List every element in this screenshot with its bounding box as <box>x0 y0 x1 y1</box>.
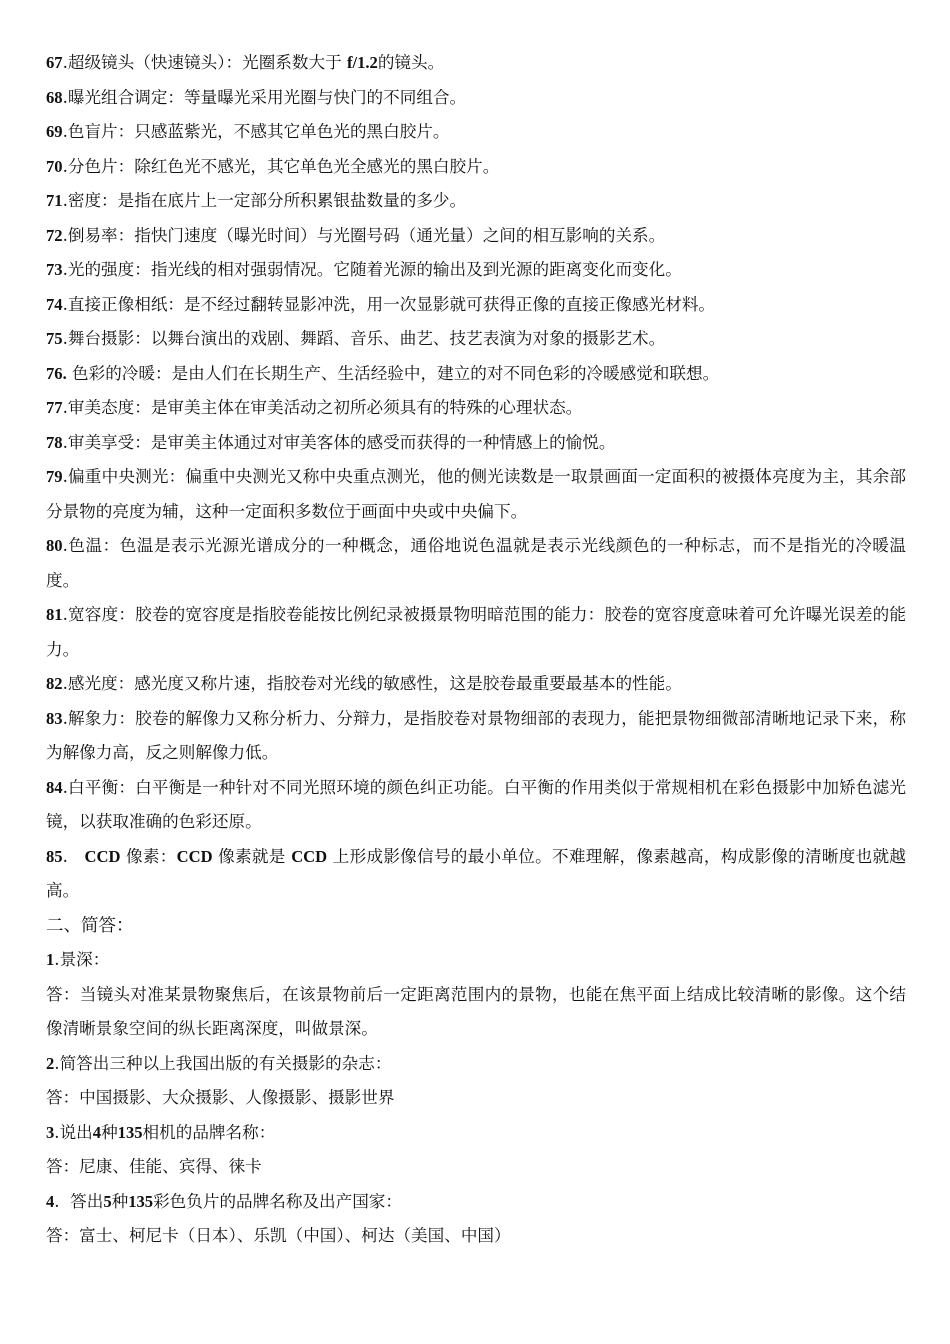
term-text: 感光度：感光度又称片速，指胶卷对光线的敏感性，这是胶卷最重要最基本的性能。 <box>67 674 682 693</box>
term-number: 68 <box>46 87 63 107</box>
term-79: 79.偏重中央测光：偏重中央测光又称中央重点测光，他的侧光读数是一取景画面一定面积的被摄体亮度为主，其余部分景物的亮度为辅，这种一定面积多数位于画面中央或中央偏下。 <box>46 467 906 521</box>
term-text: 白平衡：白平衡是一种针对不同光照环境的颜色纠正功能。白平衡的作用类似于常规相机在彩色摄影中加矫色滤光镜，以获取准确的色彩还原。 <box>46 777 906 831</box>
aperture-value: f/1.2 <box>346 53 378 72</box>
term-number: 71 <box>46 191 63 210</box>
question-number: 3 <box>46 1122 55 1142</box>
term-text: 曝光组合调定：等量曝光采用光圈与快门的不同组合。 <box>67 87 467 107</box>
term-number: 80 <box>46 536 63 555</box>
question-text: 景深： <box>59 950 110 969</box>
term-text: 密度：是指在底片上一定部分所积累银盐数量的多少。 <box>67 191 467 210</box>
term-number: 81 <box>46 605 63 624</box>
term-text: 审美享受：是审美主体通过对审美客体的感受而获得的一种情感上的愉悦。 <box>67 432 616 452</box>
term-text: 色彩的冷暖：是由人们在长期生产、生活经验中，建立的对不同色彩的冷暖感觉和联想。 <box>72 363 720 383</box>
answer-2: 答：中国摄影、大众摄影、人像摄影、摄影世界 <box>46 1088 395 1107</box>
term-text: 色温：色温是表示光源光谱成分的一种概念，通俗地说色温就是表示光线颜色的一种标志，而不是指光的冷暖温度。 <box>46 536 906 590</box>
term-77: 77.审美态度：是审美主体在审美活动之初所必须具有的特殊的心理状态。 <box>46 398 583 417</box>
ccd-label: CCD <box>176 846 213 866</box>
term-number: 85 <box>46 846 63 866</box>
term-number: 70 <box>46 156 63 176</box>
term-text: 宽容度：胶卷的宽容度是指胶卷能按比例纪录被摄景物明暗范围的能力：胶卷的宽容度意味着可允许曝光误差的能力。 <box>46 605 906 659</box>
question-number: 4 <box>46 1191 55 1211</box>
ccd-label: CCD <box>291 846 328 866</box>
section-heading: 二、简答： <box>46 915 134 936</box>
question-1: 1.景深： <box>46 950 110 969</box>
term-81: 81.宽容度：胶卷的宽容度是指胶卷能按比例纪录被摄景物明暗范围的能力：胶卷的宽容度意味着可允许曝光误差的能力。 <box>46 605 906 659</box>
document-page <box>46 46 906 1254</box>
term-number: 82 <box>46 674 63 693</box>
term-text: 审美态度：是审美主体在审美活动之初所必须具有的特殊的心理状态。 <box>67 398 583 417</box>
term-text: 解象力：胶卷的解像力又称分析力、分辩力，是指胶卷对景物细部的表现力，能把景物细微部清晰地记录下来，称为解像力高，反之则解像力低。 <box>46 708 906 762</box>
term-83: 83.解象力：胶卷的解像力又称分析力、分辩力，是指胶卷对景物细部的表现力，能把景物细微部清晰地记录下来，称为解像力高，反之则解像力低。 <box>46 708 906 762</box>
question-text: 简答出三种以上我国出版的有关摄影的杂志： <box>59 1053 392 1073</box>
term-71: 71.密度：是指在底片上一定部分所积累银盐数量的多少。 <box>46 191 467 210</box>
term-text: 舞台摄影：以舞台演出的戏剧、舞蹈、音乐、曲艺、技艺表演为对象的摄影艺术。 <box>67 329 666 348</box>
question-number: 2 <box>46 1053 55 1073</box>
term-text: 分色片：除红色光不感光，其它单色光全感光的黑白胶片。 <box>67 156 500 176</box>
term-number: 73 <box>46 260 63 279</box>
term-67: 67.超级镜头（快速镜头）：光圈系数大于 f/1.2的镜头。 <box>46 53 445 72</box>
term-82: 82.感光度：感光度又称片速，指胶卷对光线的敏感性，这是胶卷最重要最基本的性能。 <box>46 674 682 693</box>
term-68: 68.曝光组合调定：等量曝光采用光圈与快门的不同组合。 <box>46 87 467 107</box>
term-number: 77 <box>46 398 63 417</box>
term-80: 80.色温：色温是表示光源光谱成分的一种概念，通俗地说色温就是表示光线颜色的一种标志，而不是指光的冷暖温度。 <box>46 536 906 590</box>
term-text: 直接正像相纸：是不经过翻转显影冲洗，用一次显影就可获得正像的直接正像感光材料。 <box>67 294 716 314</box>
term-text: 光的强度：指光线的相对强弱情况。它随着光源的输出及到光源的距离变化而变化。 <box>67 260 682 279</box>
ccd-label: CCD <box>84 846 121 866</box>
answer-4: 答：富士、柯尼卡（日本）、乐凯（中国）、柯达（美国、中国） <box>46 1226 511 1245</box>
term-74: 74.直接正像相纸：是不经过翻转显影冲洗，用一次显影就可获得正像的直接正像感光材料。 <box>46 294 716 314</box>
term-text: 偏重中央测光：偏重中央测光又称中央重点测光，他的侧光读数是一取景画面一定面积的被摄体亮度为主，其余部分景物的亮度为辅，这种一定面积多数位于画面中央或中央偏下。 <box>46 467 906 521</box>
term-84: 84.白平衡：白平衡是一种针对不同光照环境的颜色纠正功能。白平衡的作用类似于常规相机在彩色摄影中加矫色滤光镜，以获取准确的色彩还原。 <box>46 777 906 831</box>
term-text: 色盲片：只感蓝紫光，不感其它单色光的黑白胶片。 <box>67 122 450 141</box>
term-85: 85. CCD 像素：CCD 像素就是 CCD 上形成影像信号的最小单位。不难理解，像素越高，构成影像的清晰度也就越高。 <box>46 846 906 900</box>
term-number: 75 <box>46 329 63 348</box>
question-number: 1 <box>46 950 55 969</box>
term-76 <box>46 357 906 392</box>
term-number: 78 <box>46 432 63 452</box>
question-4: 4. 答出5种135彩色负片的品牌名称及出产国家： <box>46 1191 402 1211</box>
term-number: 69 <box>46 122 63 141</box>
term-number: 74 <box>46 294 63 314</box>
term-75: 75.舞台摄影：以舞台演出的戏剧、舞蹈、音乐、曲艺、技艺表演为对象的摄影艺术。 <box>46 329 666 348</box>
term-number: 67 <box>46 53 63 72</box>
term-72: 72.倒易率：指快门速度（曝光时间）与光圈号码（通光量）之间的相互影响的关系。 <box>46 225 666 245</box>
term-number: 79 <box>46 467 63 486</box>
term-69: 69.色盲片：只感蓝紫光，不感其它单色光的黑白胶片。 <box>46 122 450 141</box>
term-number: 83 <box>46 708 63 728</box>
term-text: 超级镜头（快速镜头）：光圈系数大于 <box>67 53 347 72</box>
term-70: 70.分色片：除红色光不感光，其它单色光全感光的黑白胶片。 <box>46 156 500 176</box>
term-text: 倒易率：指快门速度（曝光时间）与光圈号码（通光量）之间的相互影响的关系。 <box>67 225 666 245</box>
question-2: 2.简答出三种以上我国出版的有关摄影的杂志： <box>46 1053 392 1073</box>
term-number: 72 <box>46 225 63 245</box>
term-78: 78.审美享受：是审美主体通过对审美客体的感受而获得的一种情感上的愉悦。 <box>46 432 616 452</box>
question-3: 3.说出4种135相机的品牌名称： <box>46 1122 276 1142</box>
answer-1: 答：当镜头对准某景物聚焦后，在该景物前后一定距离范围内的景物，也能在焦平面上结成比较清晰的影像。这个结像清晰景象空间的纵长距离深度，叫做景深。 <box>46 984 906 1038</box>
term-number: 76. <box>46 363 67 383</box>
term-73: 73.光的强度：指光线的相对强弱情况。它随着光源的输出及到光源的距离变化而变化。 <box>46 260 682 279</box>
answer-3: 答：尼康、佳能、宾得、徕卡 <box>46 1157 262 1176</box>
term-number: 84 <box>46 777 63 797</box>
